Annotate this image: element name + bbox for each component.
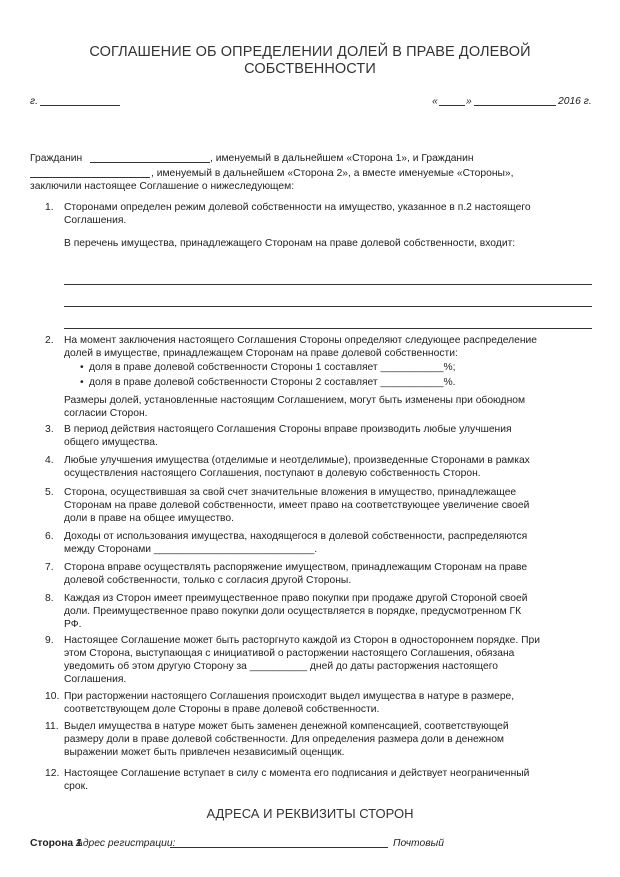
item-1-line-1: Сторонами определен режим долевой собственности на имущество, указанное в п.2 настоящего [64,202,531,213]
item-12-line-2: срок. [64,781,88,792]
item-9-line-3: уведомить об этом другую Сторону за __________ дней до даты расторжения настоящего [64,661,498,672]
bullet-icon: • [80,362,84,373]
item-7-line-2: долевой собственности, только с согласия другой Стороны. [64,575,352,586]
share-1-text: доля в праве долевой собственности Стороны 1 составляет ___________%; [89,362,456,373]
share-2-text: доля в праве долевой собственности Стороны 2 составляет ___________%. [89,377,456,388]
postal-label: Почтовый [393,838,444,849]
date-month-blank[interactable] [474,105,556,106]
section-title: АДРЕСА И РЕКВИЗИТЫ СТОРОН [206,806,414,821]
item-9-line-4: Соглашения. [64,674,127,685]
item-10-line-1: При расторжении настоящего Соглашения происходит выдел имущества в натуре в размере, [64,691,515,702]
item-8-line-1: Каждая из Сторон имеет преимущественное право покупки при продаже другой Стороной своей [64,593,528,604]
item-number: 6. [45,531,54,542]
item-11-line-2: размеру доли в праве долевой собственности. Для определения размера доли в денежном [64,734,505,745]
item-10-line-2: соответствующем доле Стороны в праве долевой собственности. [64,704,380,715]
city-prefix: г. [30,96,38,107]
item-5-line-2: Сторонам на праве долевой собственности, имеет право на соответствующее увеличение своей [64,500,530,511]
item-5-line-3: доли в праве на общее имущество. [64,513,234,524]
item-2-line-1: На момент заключения настоящего Соглашения Стороны определяют следующее распределение [64,335,538,346]
intro-line-3: заключили настоящее Соглашение о нижеследующем: [30,181,295,192]
item-9-line-2: этом Сторона, выступающая с инициативой о расторжении настоящего Соглашения, обязана [64,648,515,659]
intro-line-2: , именуемый в дальнейшем «Сторона 2», а вместе именуемые «Стороны», [151,168,514,179]
item-number: 11. [45,721,59,732]
item-9-line-1: Настоящее Соглашение может быть расторгнуто каждой из Сторон в одностороннем порядке. При [64,635,540,646]
item-number: 12. [45,768,60,779]
property-list-intro: В перечень имущества, принадлежащего Сторонам на праве долевой собственности, входит: [64,238,516,249]
item-number: 10. [45,691,60,702]
item-2-note-1: Размеры долей, установленные настоящим Соглашением, могут быть изменены при обоюдном [64,395,526,406]
citizen-2-blank[interactable] [30,177,150,178]
item-6-line-1: Доходы от использования имущества, находящегося в долевой собственности, распределяются [64,531,528,542]
bullet-icon: • [80,377,84,388]
property-blank-line[interactable] [64,284,592,285]
item-number: 8. [45,593,54,604]
item-2-line-2: долей в имуществе, принадлежащем Сторонам на праве долевой собственности: [64,348,458,359]
item-8-line-3: РФ. [64,619,82,630]
intro-line-1b: , именуемый в дальнейшем «Сторона 1», и Гражданин [210,153,474,164]
item-number: 4. [45,455,54,466]
item-number: 9. [45,635,54,646]
item-11-line-3: выражении может быть привлечен независимый оценщик. [64,747,345,758]
item-7-line-1: Сторона вправе осуществлять распоряжение имуществом, принадлежащим Сторонам на праве [64,562,528,573]
item-1-line-2: Соглашения. [64,215,127,226]
date-day-blank[interactable] [439,105,465,106]
address-label: Адрес регистрации: [76,838,176,849]
city-blank[interactable] [40,105,120,106]
property-blank-line[interactable] [64,328,592,329]
item-number: 3. [45,424,54,435]
intro-line-1a: Гражданин [30,153,83,164]
item-2-note-2: согласии Сторон. [64,408,148,419]
item-6-line-2: между Сторонами ____________________________. [64,544,318,555]
item-11-line-1: Выдел имущества в натуре может быть заменен денежной компенсацией, соответствующей [64,721,509,732]
item-4-line-2: осуществления настоящего Соглашения, поступают в долевую собственность Сторон. [64,468,481,479]
document-title: СОГЛАШЕНИЕ ОБ ОПРЕДЕЛЕНИИ ДОЛЕЙ В ПРАВЕ ДОЛЕВОЙ СОБСТВЕННОСТИ [89,44,531,77]
item-3-line-1: В период действия настоящего Соглашения Стороны вправе производить любые улучшения [64,424,512,435]
party-label: Сторона 1 [30,838,82,849]
address-blank[interactable] [170,847,388,848]
item-8-line-2: доли. Преимущественное право покупки доли осуществляется в порядке, предусмотренном ГК [64,606,522,617]
item-number: 5. [45,487,54,498]
item-number: 1. [45,202,54,213]
date-year: 2016 г. [558,96,592,107]
property-blank-line[interactable] [64,306,592,307]
item-number: 2. [45,335,54,346]
item-3-line-2: общего имущества. [64,437,158,448]
item-12-line-1: Настоящее Соглашение вступает в силу с момента его подписания и действует неограниченный [64,768,530,779]
item-number: 7. [45,562,54,573]
item-5-line-1: Сторона, осуществившая за свой счет значительные вложения в имущество, принадлежащее [64,487,517,498]
date-close-quote: » [466,96,472,107]
citizen-1-blank[interactable] [90,162,210,163]
item-4-line-1: Любые улучшения имущества (отделимые и неотделимые), произведенные Сторонами в рамках [64,455,530,466]
date-open-quote: « [432,96,438,107]
